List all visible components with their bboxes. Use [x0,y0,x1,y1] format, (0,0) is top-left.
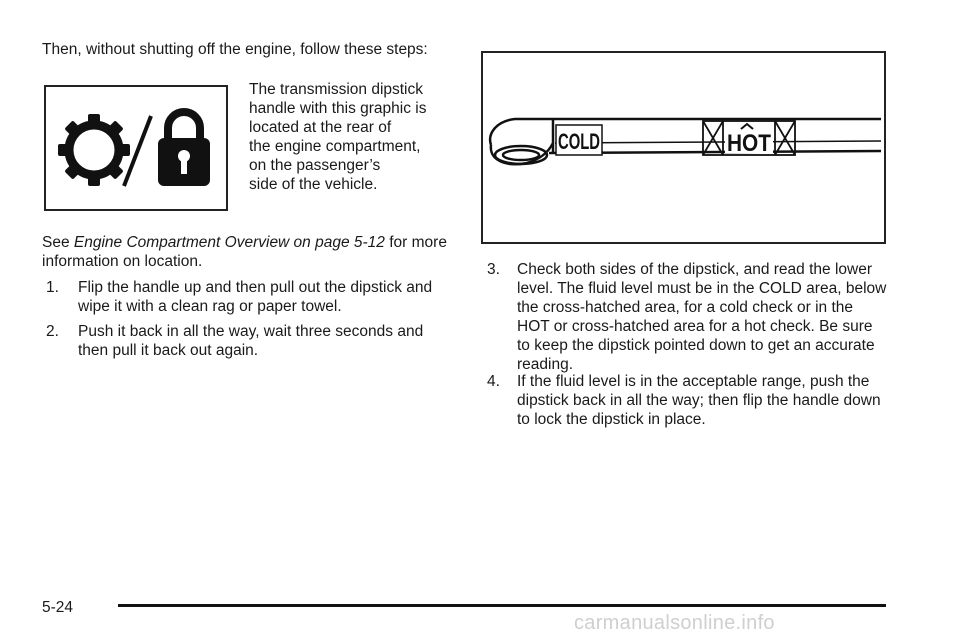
page-number: 5-24 [42,599,74,616]
step-text: Flip the handle up and then pull out the dipstick and wipe it with a clean rag or paper towel. [78,279,433,315]
step-item [46,322,446,360]
dipstick-handle-loop [490,119,553,164]
step-number: 4. [487,373,500,390]
see-suffix: for more information on location. [42,234,447,270]
caption-line: side of the vehicle. [249,176,378,193]
footer-rule [118,604,886,607]
caption-line: the engine compartment, [249,138,421,155]
caption-line: located at the rear of [249,119,392,136]
dipstick-figure [481,51,886,244]
cross-reference-link[interactable]: Engine Compartment Overview on page 5-12 [73,234,385,251]
lock-icon [158,112,210,186]
caption-line: on the passenger’s [249,157,381,174]
dipstick-illustration [483,53,884,242]
hot-label: HOT [727,130,772,157]
caption-line: handle with this graphic is [249,100,427,117]
step-item [487,260,887,374]
transmission-symbol-figure [44,85,228,211]
step-number: 2. [46,323,59,340]
step-number: 3. [487,261,500,278]
step-item [487,372,887,429]
see-prefix: See [42,234,74,251]
intro-text: Then, without shutting off the engine, follow these steps: [42,41,428,58]
cold-label: COLD [558,129,600,154]
transmission-symbol-graphic [56,98,216,198]
see-reference-paragraph [42,233,462,271]
step-text: Check both sides of the dipstick, and read the lower level. The fluid level must be in the COLD area, below the cross-hatched area, for a cold check or in the HOT or cross-hatched area for a hot check. Be sure to keep the dipstick pointed down to get an accurate reading. [517,261,887,373]
step-number: 1. [46,279,59,296]
watermark: carmanualsonline.info [574,612,775,634]
symbol-caption [249,80,459,194]
hot-caret [741,124,753,129]
caption-line: The transmission dipstick [249,81,424,98]
gear-icon [58,114,130,186]
step-item [46,278,446,316]
step-text: Push it back in all the way, wait three seconds and then pull it back out again. [78,323,424,359]
step-text: If the fluid level is in the acceptable range, push the dipstick back in all the way; then flip the handle down to lock the dipstick in place. [517,373,881,428]
